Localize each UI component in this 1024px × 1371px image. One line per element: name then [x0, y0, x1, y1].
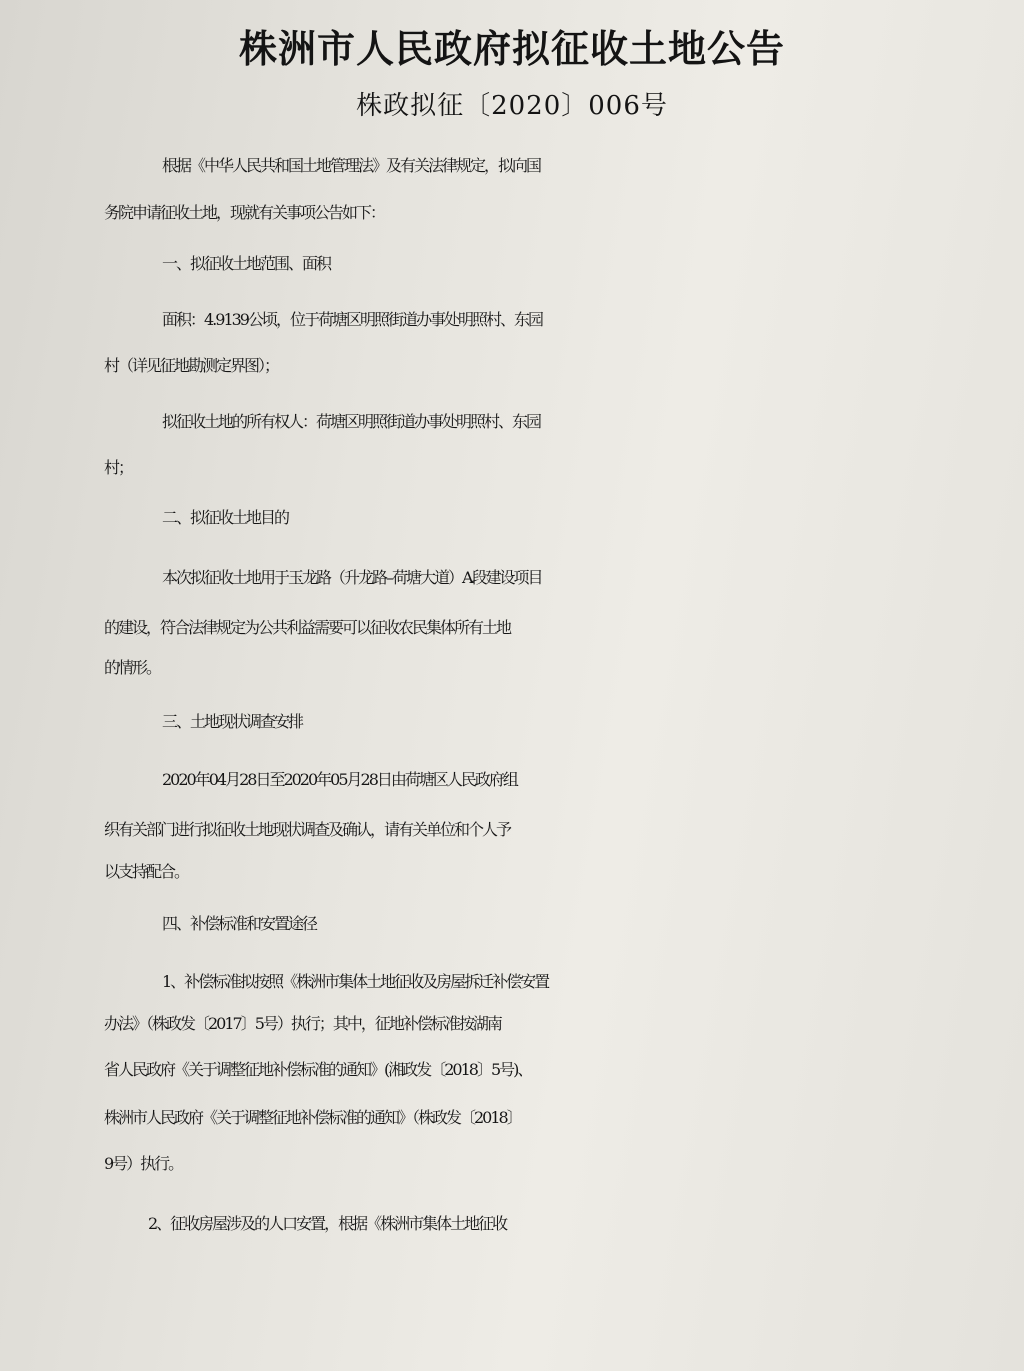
section-heading: 一、拟征收土地范围、面积 [162, 254, 331, 273]
body-line: 拟征收土地的所有权人：荷塘区明照街道办事处明照村、东园 [162, 412, 541, 431]
body-line: 省人民政府《关于调整征地补偿标准的通知》(湘政发〔2018〕5号)、 [104, 1060, 532, 1079]
body-line: 务院申请征收土地，现就有关事项公告如下： [104, 203, 385, 222]
body-line: 面积：4.9139公顷，位于荷塘区明照街道办事处明照村、东园 [162, 310, 542, 329]
body-line: 1、补偿标准拟按照《株洲市集体土地征收及房屋拆迁补偿安置 [162, 972, 549, 991]
body-line: 2020年04月28日至2020年05月28日由荷塘区人民政府组 [162, 770, 517, 789]
body-line: 村（详见征地勘测定界图）； [104, 356, 279, 375]
document-number: 株政拟征〔2020〕006号 [356, 91, 668, 121]
body-line: 本次拟征收土地用于玉龙路（升龙路–荷塘大道）A段建设项目 [162, 568, 542, 587]
section-heading: 二、拟征收土地目的 [162, 508, 289, 527]
body-line: 的情形。 [104, 658, 161, 677]
page-title: 株洲市人民政府拟征收土地公告 [238, 27, 785, 71]
body-line: 以支持配合。 [104, 862, 189, 881]
body-line: 的建设，符合法律规定为公共利益需要可以征收农民集体所有土地 [104, 618, 511, 637]
body-line: 村； [104, 458, 133, 477]
body-line: 织有关部门进行拟征收土地现状调查及确认，请有关单位和个人予 [104, 820, 511, 839]
section-heading: 四、补偿标准和安置途径 [162, 914, 317, 933]
body-line: 根据《中华人民共和国土地管理法》及有关法律规定，拟向国 [162, 156, 541, 175]
section-heading: 三、土地现状调查安排 [162, 712, 303, 731]
body-line: 2、征收房屋涉及的人口安置，根据《株洲市集体土地征收 [148, 1214, 507, 1233]
body-line: 9号）执行。 [104, 1154, 183, 1173]
body-line: 株洲市人民政府《关于调整征地补偿标准的通知》（株政发〔2018〕 [104, 1108, 521, 1127]
body-line: 办法》（株政发〔2017〕5号）执行；其中，征地补偿标准按湖南 [104, 1014, 501, 1033]
